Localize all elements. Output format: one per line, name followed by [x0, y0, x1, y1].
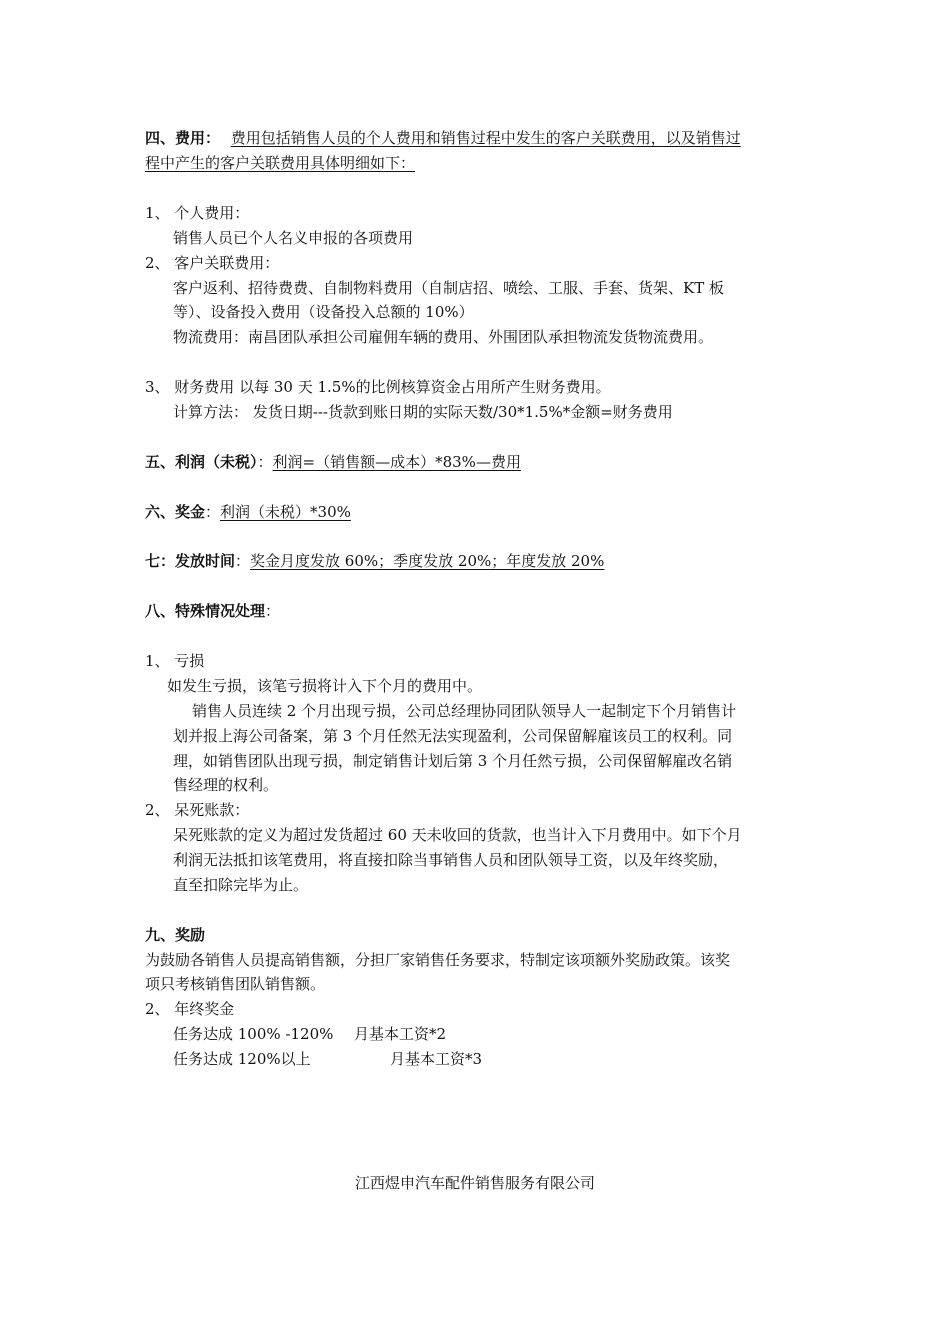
- section-8-item-1-para-2-line-4: 售经理的权利。: [173, 776, 279, 794]
- section-4-item-1-desc: 销售人员已个人名义申报的各项费用: [173, 229, 414, 247]
- section-9-heading: 九、奖励: [145, 926, 206, 944]
- bonus-row: [173, 1047, 483, 1071]
- bonus-row: [173, 1022, 447, 1046]
- bonus-condition: 任务达成 120%以上: [173, 1050, 311, 1068]
- section-7-colon: ：: [235, 552, 251, 570]
- section-4-text-2: 程中产生的客户关联费用具体明细如下：: [145, 154, 416, 172]
- section-9-intro-line-1: 为鼓励各销售人员提高销售额，分担厂家销售任务要求，特制定该项额外奖励政策。该奖: [145, 951, 731, 969]
- section-4-item-2-title: 2、 客户关联费用：: [145, 254, 280, 272]
- section-8-item-1-para-2-line-2: 划并报上海公司备案，第 3 个月任然无法实现盈利，公司保留解雇该员工的权利。同: [173, 727, 733, 745]
- section-5-heading: 五、利润（未税）: [145, 453, 258, 471]
- section-4-text-1: 费用包括销售人员的个人费用和销售过程中发生的客户关联费用，以及销售过: [230, 129, 741, 147]
- section-8-item-1-para-2-line-3: 理，如销售团队出现亏损，制定销售计划后第 3 个月任然亏损，公司保留解雇改名销: [173, 752, 733, 770]
- section-8-item-1-title: 1、 亏损: [145, 652, 205, 670]
- section-8-item-2-title: 2、 呆死账款：: [145, 801, 250, 819]
- section-4-line-1: [145, 126, 741, 150]
- section-8-item-1-para-2-line-1: 销售人员连续 2 个月出现亏损，公司总经理协同团队领导人一起制定下个月销售计: [192, 702, 737, 720]
- section-8-line: [145, 599, 280, 623]
- section-4-item-1-title: 1、 个人费用：: [145, 204, 250, 222]
- section-5-colon: ：: [257, 453, 273, 471]
- section-9-intro-line-2: 项只考核销售团队销售额。: [145, 975, 326, 993]
- section-5-formula: 利润=（销售额—成本）*83%—费用: [272, 453, 521, 471]
- section-8-item-2-line-2: 利润无法抵扣该笔费用，将直接扣除当事销售人员和团队领导工资，以及年终奖励，: [173, 851, 729, 869]
- section-6-line: [145, 500, 351, 524]
- section-7-line: [145, 549, 604, 573]
- footer-company-name: 江西煜申汽车配件销售服务有限公司: [354, 1174, 595, 1192]
- section-4-item-2-desc-2: 等）、设备投入费用（设备投入总额的 10%）: [173, 303, 474, 321]
- section-7-formula: 奖金月度发放 60%；季度发放 20%；年度发放 20%: [250, 552, 605, 570]
- section-8-heading: 八、特殊情况处理: [145, 602, 266, 620]
- bonus-condition: 任务达成 100% -120%: [173, 1025, 334, 1043]
- section-4-item-3-calc: 计算方法： 发货日期---货款到账日期的实际天数/30*1.5%*金额=财务费用: [173, 403, 673, 421]
- bonus-reward: 月基本工资*2: [354, 1025, 447, 1043]
- section-9-item-2-title: 2、 年终奖金: [145, 1000, 235, 1018]
- section-6-formula: 利润（未税）*30%: [220, 503, 351, 521]
- section-4-item-2-desc-3: 物流费用：南昌团队承担公司雇佣车辆的费用、外围团队承担物流发货物流费用。: [173, 328, 714, 346]
- section-4-item-2-desc-1: 客户返利、招待费费、自制物料费用（自制店招、喷绘、工服、手套、货架、KT 板: [173, 279, 724, 297]
- section-6-colon: ：: [205, 503, 221, 521]
- section-6-heading: 六、奖金: [145, 503, 206, 521]
- section-7-heading: 七：发放时间: [145, 552, 236, 570]
- section-5-line: [145, 450, 521, 474]
- section-4-item-3-title: 3、 财务费用 以每 30 天 1.5%的比例核算资金占用所产生财务费用。: [145, 378, 611, 396]
- section-8-item-1-para-1: 如发生亏损，该笔亏损将计入下个月的费用中。: [167, 677, 483, 695]
- section-8-item-2-line-3: 直至扣除完毕为止。: [173, 876, 309, 894]
- bonus-reward: 月基本工资*3: [390, 1050, 483, 1068]
- section-8-colon: ：: [265, 602, 281, 620]
- section-8-item-2-line-1: 呆死账款的定义为超过发货超过 60 天未收回的货款，也当计入下月费用中。如下个月: [173, 826, 742, 844]
- section-4-heading: 四、费用：: [145, 129, 221, 147]
